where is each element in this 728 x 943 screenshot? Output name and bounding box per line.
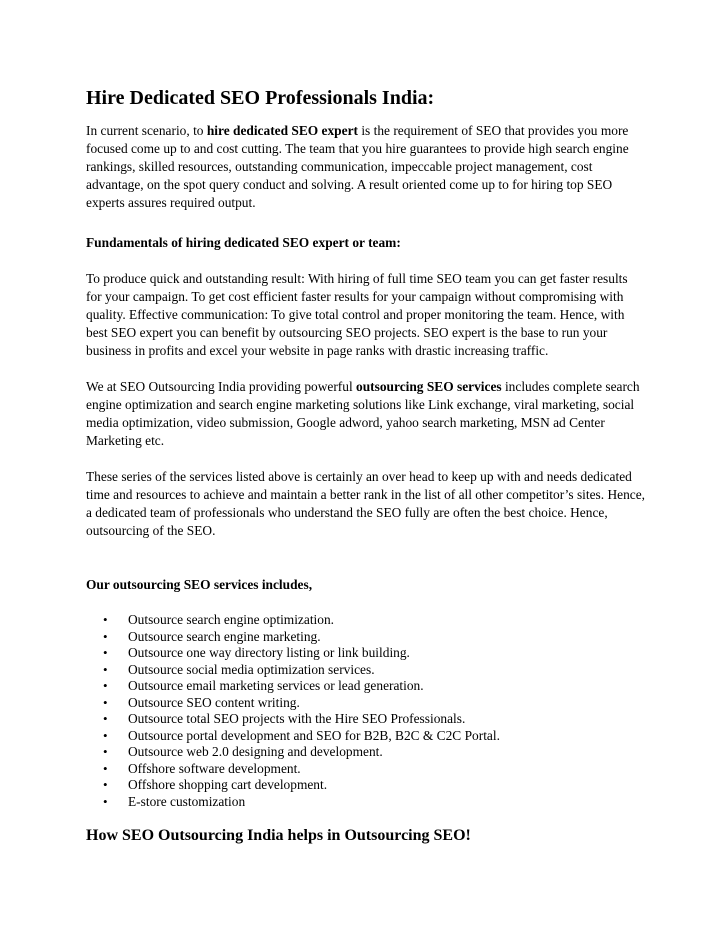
bullet-icon: • bbox=[103, 678, 108, 693]
list-item-text: Outsource portal development and SEO for B2B, B2C & C2C Portal. bbox=[128, 727, 500, 743]
footer-heading: How SEO Outsourcing India helps in Outsourcing SEO! bbox=[86, 827, 471, 844]
list-item bbox=[86, 678, 646, 695]
list-item bbox=[86, 695, 646, 712]
list-item-text: E-store customization bbox=[128, 793, 246, 809]
list-item-text: Outsource social media optimization services. bbox=[128, 661, 375, 677]
list-item-text: Outsource search engine marketing. bbox=[128, 628, 321, 644]
services-paragraph bbox=[86, 378, 646, 450]
services-list bbox=[86, 612, 646, 810]
page-title: Hire Dedicated SEO Professionals India: bbox=[86, 87, 435, 109]
list-item-text: Offshore software development. bbox=[128, 760, 301, 776]
list-item bbox=[86, 794, 646, 811]
list-item-text: Outsource email marketing services or lead generation. bbox=[128, 678, 424, 693]
bullet-icon: • bbox=[103, 760, 108, 776]
bullet-icon: • bbox=[103, 645, 108, 660]
list-item-text: Outsource total SEO projects with the Hire SEO Professionals. bbox=[128, 711, 466, 726]
list-item bbox=[86, 777, 646, 794]
intro-text-start: In current scenario, to bbox=[86, 123, 207, 138]
list-item bbox=[86, 612, 646, 629]
bullet-icon: • bbox=[103, 727, 108, 743]
list-item-text: Outsource search engine optimization. bbox=[128, 612, 334, 627]
bullet-icon: • bbox=[103, 711, 108, 726]
fundamentals-paragraph: To produce quick and outstanding result: With hiring of full time SEO team you can get faster results for your campaign. To get cost efficient faster results for your campaign without compromising with quality. Effective communication: To give total control and proper monitoring the team. Hence, with best SEO expert you can benefit by outsourcing SEO projects. SEO expert is the base to run your business in profits and excel your website in page ranks with drastic increasing traffic. bbox=[86, 271, 628, 358]
bullet-icon: • bbox=[103, 694, 108, 710]
bullet-icon: • bbox=[103, 777, 108, 792]
list-item-text: Offshore shopping cart development. bbox=[128, 777, 328, 792]
services-text-end: includes complete search engine optimization and search engine marketing solutions like Link exchange, viral marketing, social media optimization, video submission, Google adword, yahoo search marketing, MSN ad Center Marketing etc. bbox=[86, 379, 640, 448]
list-item-text: Outsource one way directory listing or link building. bbox=[128, 645, 410, 660]
intro-bold-phrase: hire dedicated SEO expert bbox=[206, 123, 358, 138]
intro-paragraph bbox=[86, 122, 646, 212]
list-heading: Our outsourcing SEO services includes, bbox=[86, 577, 313, 592]
document-page bbox=[86, 86, 646, 846]
list-item bbox=[86, 629, 646, 646]
services-bold-phrase: outsourcing SEO services bbox=[356, 379, 502, 394]
list-item bbox=[86, 645, 646, 662]
list-item-text: Outsource web 2.0 designing and development. bbox=[128, 744, 383, 759]
bullet-icon: • bbox=[103, 744, 108, 759]
bullet-icon: • bbox=[103, 628, 108, 644]
list-item bbox=[86, 761, 646, 778]
series-paragraph: These series of the services listed above is certainly an over head to keep up with and needs dedicated time and resources to achieve and maintain a better rank in the list of all other competitor’s sites. Hence, a dedicated team of professionals who understand the SEO fully are often the best choice. Hence, outsourcing of the SEO. bbox=[86, 469, 645, 538]
list-item bbox=[86, 744, 646, 761]
list-item bbox=[86, 711, 646, 728]
services-text-start: We at SEO Outsourcing India providing powerful bbox=[86, 379, 357, 394]
fundamentals-heading: Fundamentals of hiring dedicated SEO expert or team: bbox=[86, 235, 401, 250]
bullet-icon: • bbox=[103, 661, 108, 677]
list-item-text: Outsource SEO content writing. bbox=[128, 694, 300, 710]
list-item bbox=[86, 728, 646, 745]
list-item bbox=[86, 662, 646, 679]
intro-text-end: is the requirement of SEO that provides you more focused come up to and cost cutting. The team that you hire guarantees to provide high search engine rankings, skilled resources, outstanding communication, impeccable project management, cost advantage, on the spot query conduct and solving. A result oriented come up to for hiring top SEO experts assures required output. bbox=[86, 123, 629, 210]
bullet-icon: • bbox=[103, 612, 108, 627]
bullet-icon: • bbox=[103, 793, 108, 809]
